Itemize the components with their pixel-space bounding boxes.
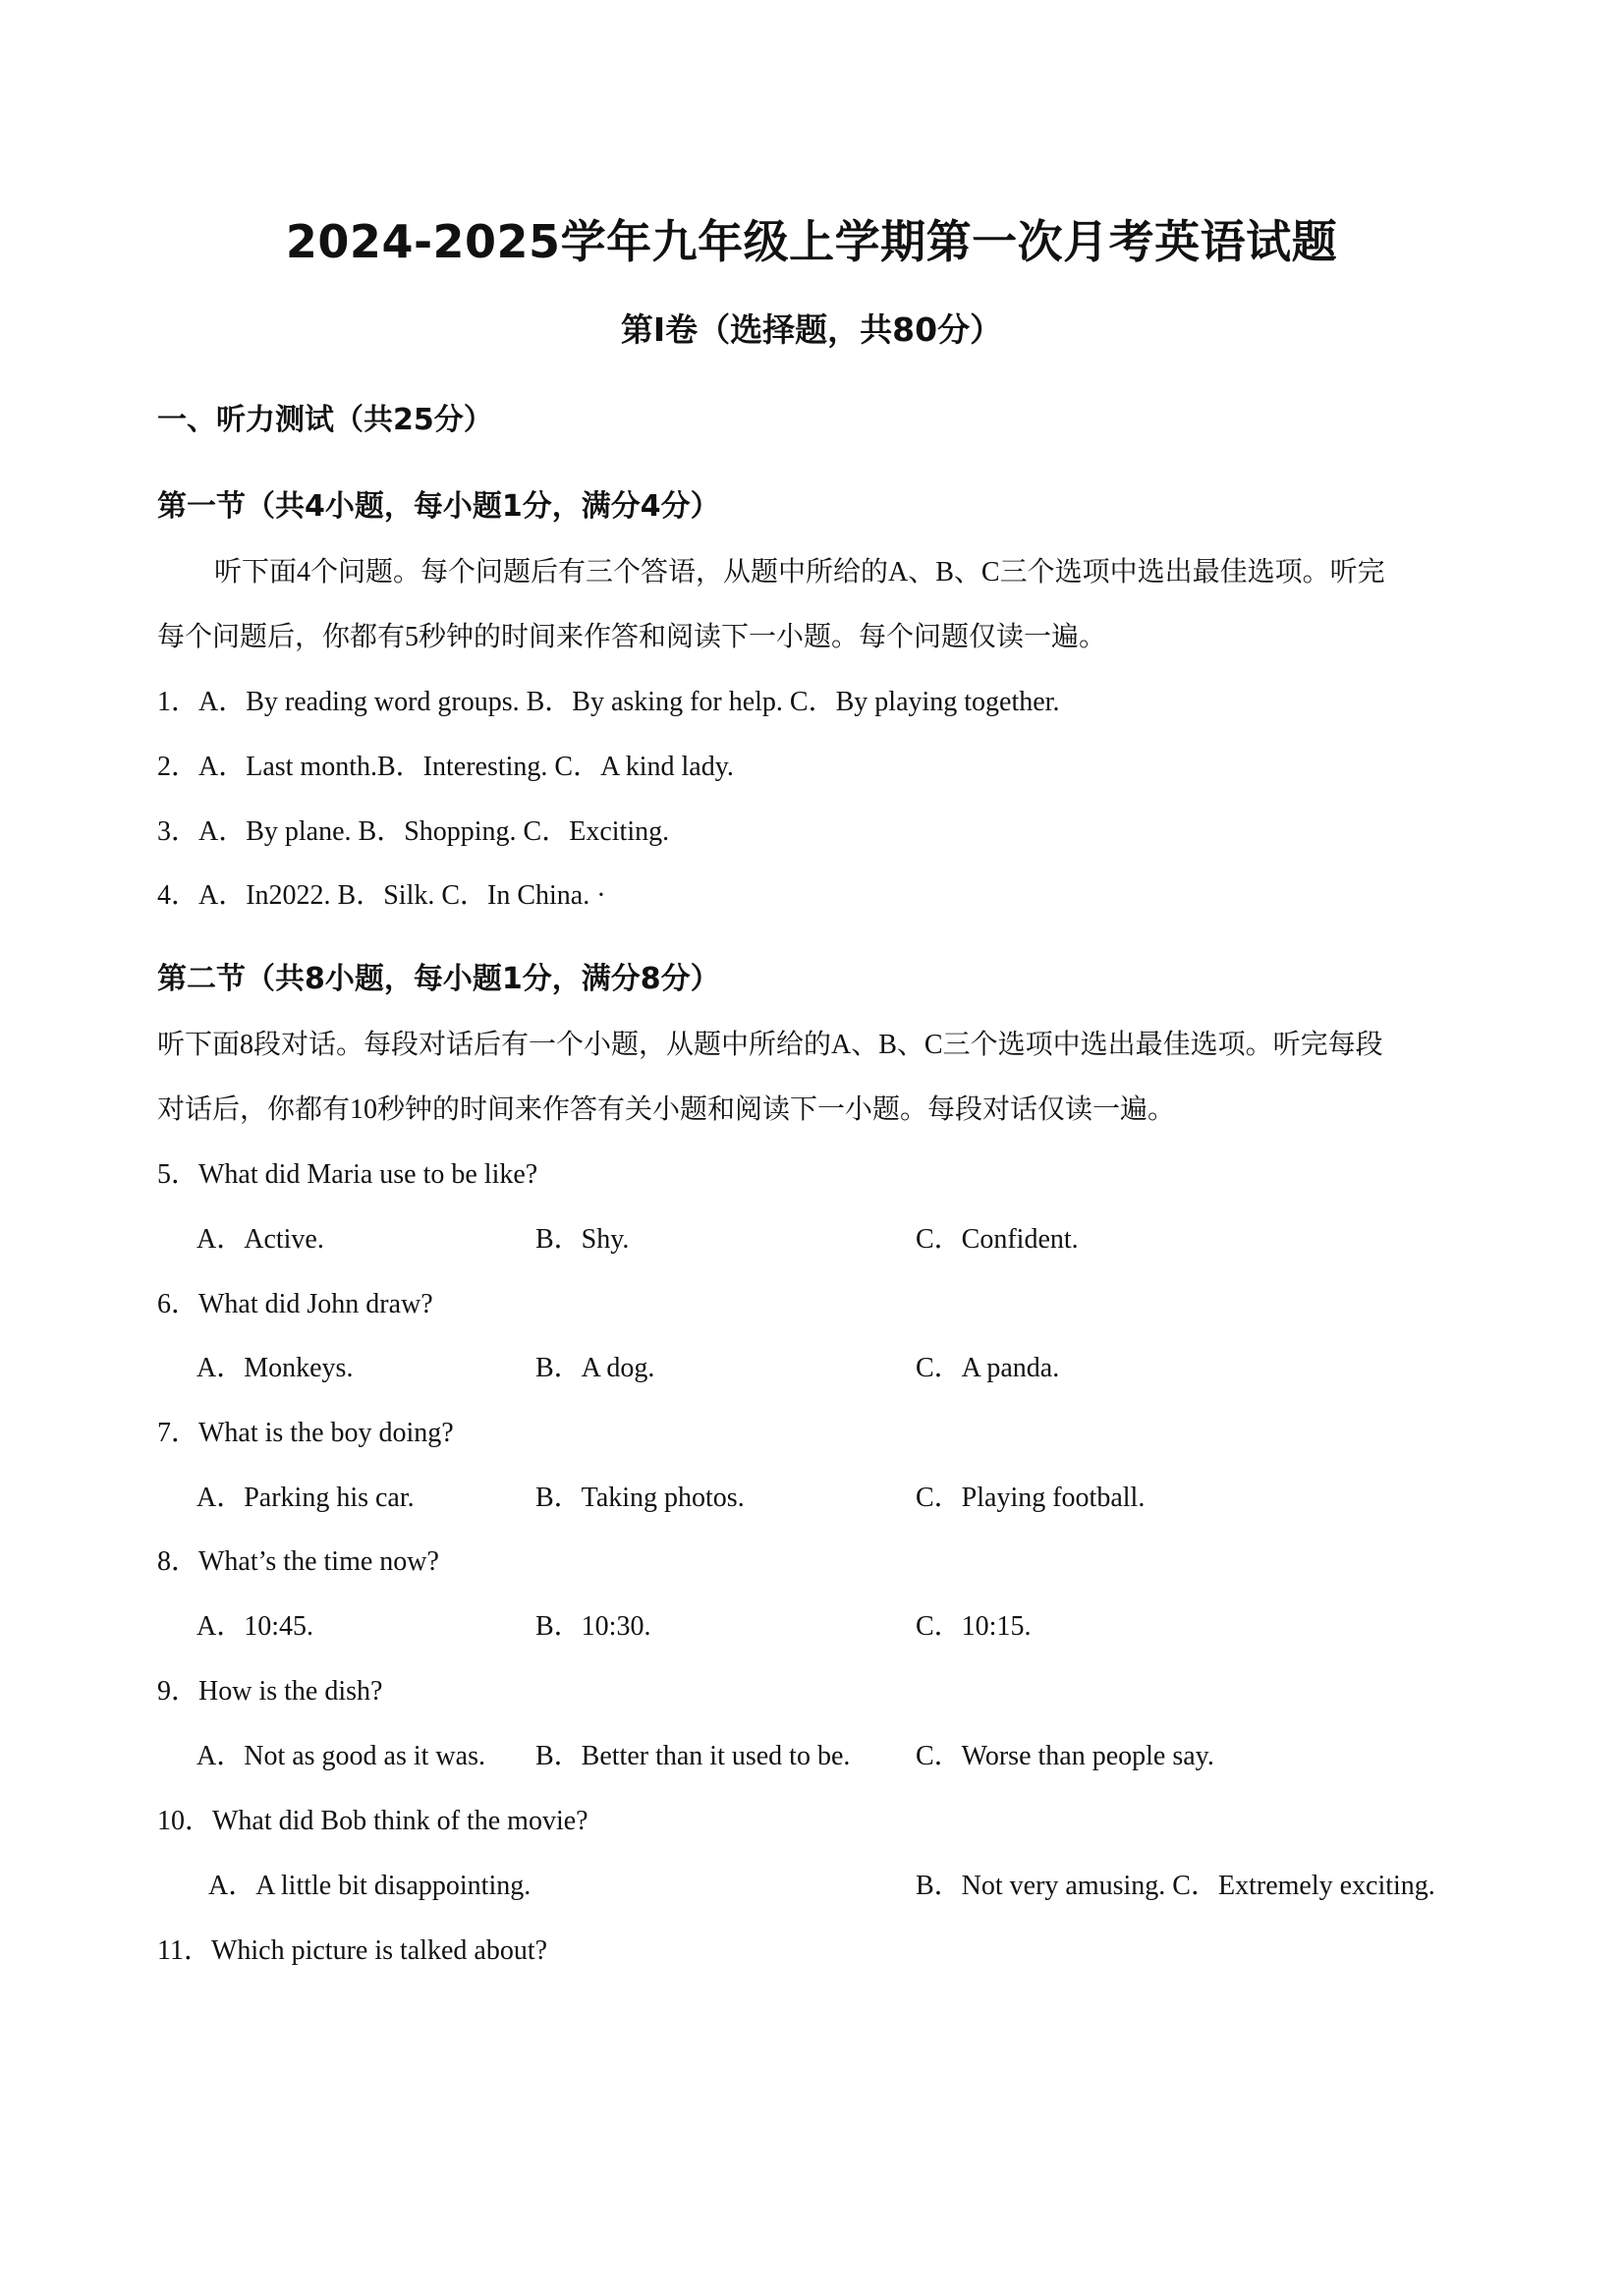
question-3: 3．A．By plane. B．Shopping. C．Exciting. bbox=[157, 816, 670, 847]
question-7-option-a: A．Parking his car. bbox=[196, 1483, 415, 1513]
question-2: 2．A．Last month.B．Interesting. C．A kind lady. bbox=[157, 752, 734, 782]
question-7-option-b: B．Taking photos. bbox=[535, 1483, 745, 1513]
question-5-option-b: B．Shy. bbox=[535, 1224, 630, 1255]
question-8: 8．What’s the time now? bbox=[157, 1546, 439, 1577]
question-9: 9．How is the dish? bbox=[157, 1676, 383, 1707]
question-7: 7．What is the boy doing? bbox=[157, 1418, 454, 1448]
question-9-option-a: A．Not as good as it was. bbox=[196, 1741, 485, 1771]
part-heading-listening: 一、听力测试（共25分） bbox=[157, 403, 493, 437]
question-10-options-b-c: B．Not very amusing. C．Extremely exciting. bbox=[916, 1871, 1435, 1901]
question-8-option-a: A．10:45. bbox=[196, 1611, 314, 1642]
section-heading-2: 第二节（共8小题，每小题1分，满分8分） bbox=[157, 962, 720, 996]
exam-title: 2024-2025学年九年级上学期第一次月考英语试题 bbox=[285, 215, 1338, 268]
question-8-option-c: C．10:15. bbox=[916, 1611, 1032, 1642]
question-7-option-c: C．Playing football. bbox=[916, 1483, 1146, 1513]
question-9-option-c: C．Worse than people say. bbox=[916, 1741, 1214, 1771]
question-4: 4．A．In2022. B．Silk. C．In China. · bbox=[157, 880, 606, 911]
question-5: 5．What did Maria use to be like? bbox=[157, 1159, 538, 1190]
question-8-option-b: B．10:30. bbox=[535, 1611, 651, 1642]
section1-instructions-line2: 每个问题后，你都有5秒钟的时间来作答和阅读下一小题。每个问题仅读一遍。 bbox=[157, 622, 1107, 652]
question-5-option-c: C．Confident. bbox=[916, 1224, 1079, 1255]
section-heading-1: 第一节（共4小题，每小题1分，满分4分） bbox=[157, 489, 720, 524]
question-6-option-a: A．Monkeys. bbox=[196, 1353, 354, 1383]
section1-instructions-line1: 听下面4个问题。每个问题后有三个答语，从题中所给的A、B、C三个选项中选出最佳选项。听完 bbox=[214, 557, 1385, 588]
question-5-option-a: A．Active. bbox=[196, 1224, 324, 1255]
question-10-option-a: A．A little bit disappointing. bbox=[208, 1871, 532, 1901]
question-11: 11．Which picture is talked about? bbox=[157, 1935, 548, 1966]
paper-subtitle: 第Ⅰ卷（选择题，共80分） bbox=[620, 310, 1003, 349]
question-6: 6．What did John draw? bbox=[157, 1289, 433, 1319]
section2-instructions-line2: 对话后，你都有10秒钟的时间来作答有关小题和阅读下一小题。每段对话仅读一遍。 bbox=[157, 1094, 1176, 1125]
question-9-option-b: B．Better than it used to be. bbox=[535, 1741, 851, 1771]
section2-instructions-line1: 听下面8段对话。每段对话后有一个小题，从题中所给的A、B、C三个选项中选出最佳选项。听完每段 bbox=[157, 1030, 1383, 1060]
question-10: 10．What did Bob think of the movie? bbox=[157, 1806, 588, 1836]
question-1: 1．A．By reading word groups. B．By asking for help. C．By playing together. bbox=[157, 687, 1060, 717]
question-6-option-b: B．A dog. bbox=[535, 1353, 655, 1383]
question-6-option-c: C．A panda. bbox=[916, 1353, 1060, 1383]
